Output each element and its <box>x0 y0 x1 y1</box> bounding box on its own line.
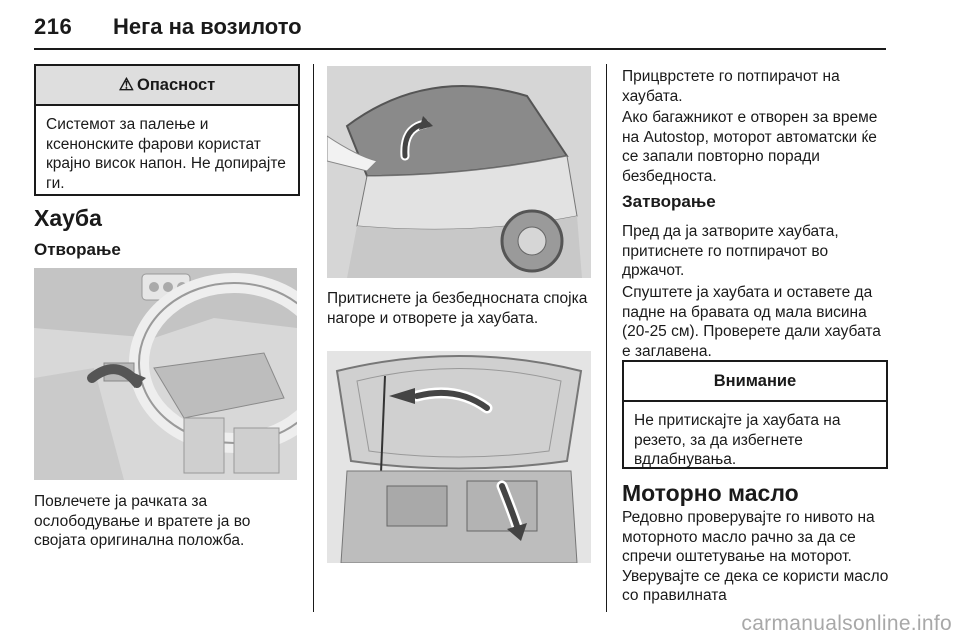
closing-heading: Затворање <box>622 192 716 211</box>
step3-text: Прицврстете го потпирачот на хаубата. <box>622 68 840 105</box>
step2-text: Притиснете ја безбедносната спојка нагоре и отворете ја хаубата. <box>327 290 588 327</box>
column-divider-1 <box>313 64 314 612</box>
engine-oil-heading: Моторно масло <box>622 480 799 506</box>
hood-heading: Хауба <box>34 205 102 231</box>
warning-triangle-icon: ⚠ <box>118 75 134 94</box>
opening-heading: Отворање <box>34 240 121 259</box>
caution-box-header: Внимание <box>624 362 886 402</box>
danger-box <box>34 64 300 196</box>
open-hood-illustration <box>327 351 591 563</box>
page-number: 216 <box>34 14 73 39</box>
caution-box-text: Не притискајте ја хаубата на резето, за да избегнете вдлабнувања. <box>634 412 841 468</box>
danger-box-header <box>36 66 298 106</box>
engine-oil-text: Редовно проверувајте го нивото на моторното масло рачно за да се спречи оштетување на моторот. Уверувајте се дека се користи масло со правилната <box>622 509 889 604</box>
section-title: Нега на возилото <box>113 14 302 39</box>
closing-text-1: Пред да ја затворите хаубата, притиснете го потпирачот во држачот. <box>622 223 839 279</box>
header-rule <box>34 48 886 50</box>
release-lever-illustration <box>34 268 297 480</box>
column-divider-2 <box>606 64 607 612</box>
closing-text-2: Спуштете ја хаубата и оставете да падне на бравата од мала висина (20-25 см). Проверете дали хаубата е заглавена. <box>622 284 881 360</box>
danger-box-text: Системот за палење и ксенонските фарови користат крајно висок напон. Не допирајте ги. <box>46 116 286 192</box>
watermark: carmanualsonline.info <box>741 612 952 635</box>
autostop-text: Ако багажникот е отворен за време на Autostop, моторот автоматски ќе се запали повторно поради безбедноста. <box>622 109 878 185</box>
caution-box <box>622 360 888 469</box>
hood-release-illustration <box>327 66 591 278</box>
danger-box-title: Опасност <box>137 75 216 94</box>
step1-text: Повлечете ја рачката за ослободување и вратете ја во својата оригинална положба. <box>34 493 251 549</box>
